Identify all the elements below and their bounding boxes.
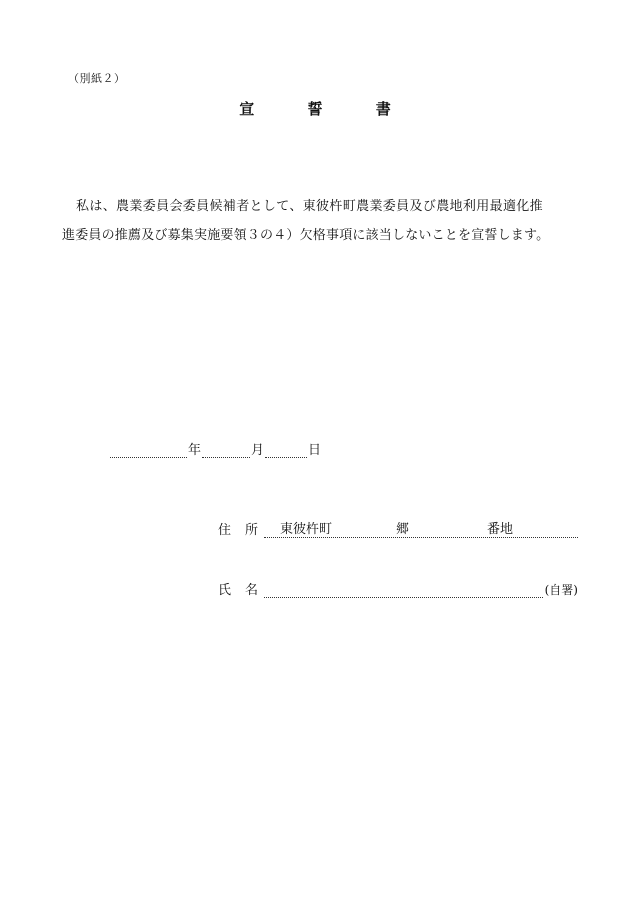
- address-field: [218, 518, 578, 538]
- attachment-label: （別紙２）: [68, 72, 126, 85]
- title-char-1: 宣: [239, 100, 255, 118]
- year-unit: 年: [188, 443, 202, 458]
- title-char-2: 誓: [307, 100, 323, 118]
- day-blank[interactable]: [265, 441, 307, 458]
- address-town: 東彼杵町: [280, 522, 333, 537]
- year-blank[interactable]: [110, 441, 187, 458]
- name-blank[interactable]: [264, 579, 543, 598]
- address-label-char-2: 所: [245, 523, 259, 538]
- name-label: [218, 579, 264, 598]
- document-title: [0, 98, 630, 119]
- day-unit: 日: [308, 443, 322, 458]
- name-label-char-1: 氏: [218, 583, 232, 598]
- month-unit: 月: [251, 443, 265, 458]
- address-label: [218, 519, 264, 538]
- address-blank[interactable]: [264, 519, 578, 538]
- address-banchi: 番地: [487, 522, 514, 537]
- address-label-char-1: 住: [218, 523, 232, 538]
- declaration-line-1: 私は、農業委員会委員候補者として、東彼杵町農業委員及び農地利用最適化推: [76, 199, 543, 214]
- name-label-char-2: 名: [245, 583, 259, 598]
- declaration-body: [62, 192, 580, 250]
- title-char-3: 書: [375, 100, 391, 118]
- declaration-line-2: 進委員の推薦及び募集実施要領３の４）欠格事項に該当しないことを宣誓します。: [62, 228, 550, 243]
- date-field: [110, 438, 322, 458]
- address-go: 郷: [396, 522, 410, 537]
- month-blank[interactable]: [202, 441, 250, 458]
- signature-note: (自署): [544, 583, 578, 597]
- name-field: [218, 578, 578, 598]
